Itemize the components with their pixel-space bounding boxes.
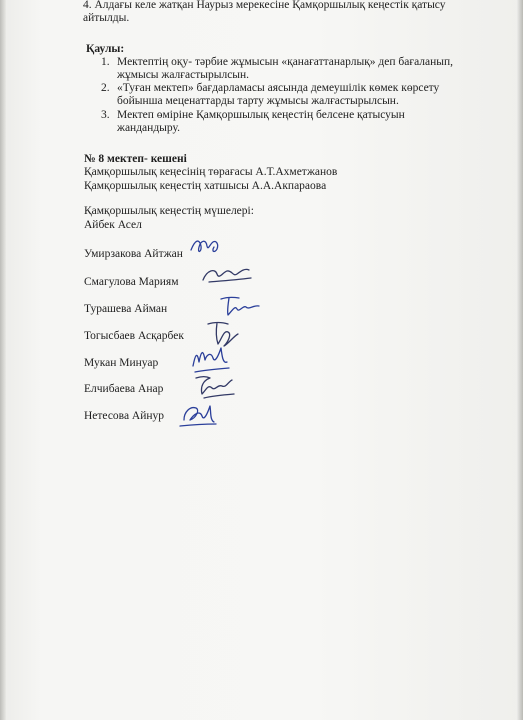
decision-2-number: 2. xyxy=(101,82,110,94)
decision-3-number: 3. xyxy=(101,109,110,121)
decision-2-line2: бойынша меценаттарды тарту жұмысы жалғастырылсын. xyxy=(117,95,399,107)
member-name: Смагулова Мариям xyxy=(84,276,179,288)
decision-1-number: 1. xyxy=(101,56,110,68)
agenda-item-4-line2: айтылды. xyxy=(83,12,130,24)
agenda-item-4-line1: 4. Алдағы келе жатқан Наурыз мерекесіне Қамқоршылық кеңестік қатысу xyxy=(83,0,446,11)
member-name: Елчибаева Анар xyxy=(84,383,164,395)
member-name: Нетесова Айнур xyxy=(84,410,165,422)
decision-1-line2: жұмысы жалғастырылсын. xyxy=(117,69,250,81)
decision-3-line1: Мектеп өміріне Қамқоршылық кеңестің белсене қатысуын xyxy=(117,109,405,121)
members-heading: Қамқоршылық кеңестің мүшелері: xyxy=(84,205,254,217)
school-name: № 8 мектеп- кешені xyxy=(84,153,187,165)
member-name: Умирзакова Айтжан xyxy=(84,248,183,260)
page-edge-right xyxy=(517,0,523,720)
chair-line: Қамқоршылық кеңесінің төрағасы А.Т.Ахметжанов xyxy=(84,166,338,178)
page-edge-left xyxy=(0,0,6,720)
member-name: Турашева Айман xyxy=(84,303,168,315)
decision-2-line1: «Туған мектеп» бағдарламасы аясында демеушілік көмек көрсету xyxy=(117,82,440,94)
decision-1-line1: Мектептің оқу- тәрбие жұмысын «қанағаттанарлық» деп бағаланып, xyxy=(117,56,454,68)
signature-umirzakova xyxy=(189,234,223,260)
member-name: Айбек Асел xyxy=(84,219,142,231)
secretary-line: Қамқоршылық кеңестің хатшысы А.А.Акпараова xyxy=(84,180,327,192)
signature-netesova xyxy=(178,398,220,430)
member-name: Мукан Минуар xyxy=(84,357,159,369)
decision-3-line2: жандандыру. xyxy=(117,122,180,134)
signature-turasheva xyxy=(215,291,263,319)
decisions-heading: Қаулы: xyxy=(86,43,125,55)
signature-smagulova xyxy=(199,262,255,288)
member-name: Тогысбаев Асқарбек xyxy=(84,330,184,342)
